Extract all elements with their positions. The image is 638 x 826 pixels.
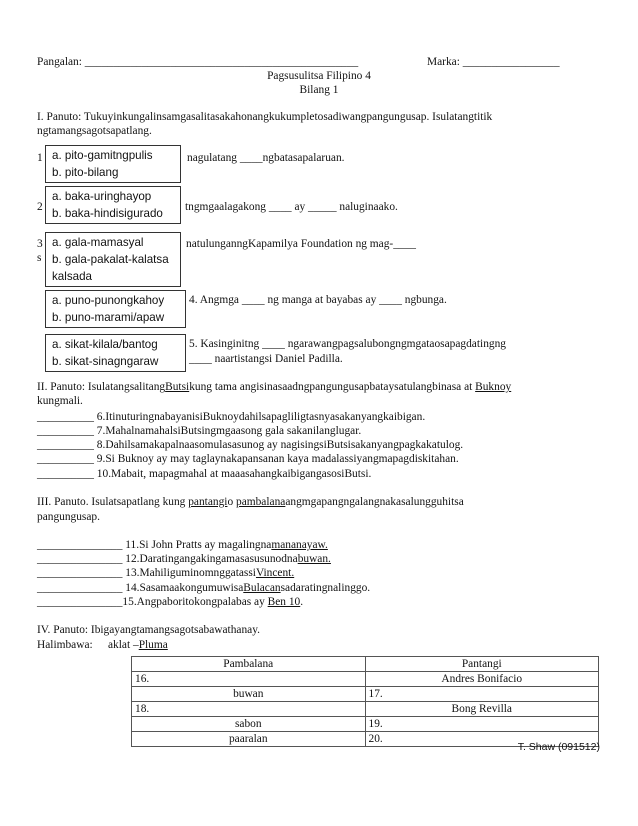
choice-box-3 (45, 232, 181, 287)
table-row (132, 687, 599, 702)
table-row (132, 672, 599, 687)
item-8: __________ 8.Dahilsamakapalnaasomulasasunog ay nagisingsiButsisakanyangpagkakatulog. (37, 439, 464, 451)
choice-b: b. baka-hindisigurado (52, 207, 163, 220)
choice-b: b. pito-bilang (52, 166, 119, 179)
choice-box-5 (45, 334, 186, 372)
part2-instruction-cont: kungmali. (37, 395, 83, 407)
table-cell: paaralan (132, 732, 366, 747)
author-credit: T. Shaw (091512) (517, 741, 600, 753)
item-13: _______________ 13.MahiliguminomnggatassiVincent. (37, 567, 295, 579)
item-3-fragment: s (37, 252, 42, 264)
choice-a: a. gala-mamasyal (52, 236, 144, 249)
choice-b: b. gala-pakalat-kalatsa (52, 253, 169, 266)
table-cell: Bong Revilla (365, 702, 599, 717)
item-3-number: 3 (37, 238, 43, 250)
choice-a: a. baka-uringhayop (52, 190, 152, 203)
part4-instruction: IV. Panuto: Ibigayangtamangsagotsabawathanay. (37, 624, 261, 636)
table-row (132, 702, 599, 717)
item-2-number: 2 (37, 201, 43, 213)
table-cell: 20. (365, 732, 599, 747)
item-10: __________ 10.Mabait, mapagmahal at maaasahangkaibigangasosiButsi. (37, 468, 372, 480)
example-label: Halimbawa: (37, 639, 93, 651)
document-title: Pagsusulitsa Filipino 4 (267, 70, 371, 82)
table-cell: Andres Bonifacio (365, 672, 599, 687)
example-text: aklat –Pluma (108, 639, 168, 651)
answer-table (131, 656, 599, 747)
part3-instruction-cont: pangungusap. (37, 511, 100, 523)
name-field-label: Pangalan: ________________________________________________ (37, 56, 359, 68)
document-subtitle: Bilang 1 (299, 84, 339, 96)
part3-instruction: III. Panuto. Isulatsapatlang kung pantangio pambalanaangmgapangngalangnakasalungguhitsa (37, 496, 464, 508)
item-15: _______________15.Angpaboritokongpalabas ay Ben 10. (37, 596, 304, 608)
item-7: __________ 7.MahalnamahalsiButsingmgaasong gala sakanilanglugar. (37, 425, 362, 437)
item-14: _______________ 14.SasamaakongumuwisaBulacansadaratingnalinggo. (37, 582, 371, 594)
table-row (132, 717, 599, 732)
item-11: _______________ 11.Si John Pratts ay magalingnamananayaw. (37, 539, 328, 551)
choice-a: a. puno-punongkahoy (52, 294, 165, 307)
choice-b: b. puno-marami/apaw (52, 311, 165, 324)
part1-instruction-cont: ngtamangsagotsapatlang. (37, 125, 152, 137)
choice-a: a. sikat-kilala/bantog (52, 338, 158, 351)
table-cell: 19. (365, 717, 599, 732)
part1-instruction: I. Panuto: Tukuyinkungalinsamgasalitasakahonangkukumpletosadiwangpangungusap. Isulatangtitik (37, 111, 493, 123)
table-cell: buwan (132, 687, 366, 702)
choice-box-2 (45, 186, 181, 224)
item-5-text-cont: ____ naartistangsi Daniel Padilla. (189, 353, 343, 365)
choice-a: a. pito-gamitngpulis (52, 149, 153, 162)
item-4-text: 4. Angmga ____ ng manga at bayabas ay ____ ngbunga. (189, 294, 447, 306)
choice-b-cont: kalsada (52, 270, 92, 283)
score-field-label: Marka: _________________ (427, 56, 560, 68)
item-6: __________ 6.ItinuturingnabayanisiBuknoydahilsapagliligtasnyasakanyangkaibigan. (37, 411, 426, 423)
table-cell: 16. (132, 672, 366, 687)
item-12: _______________ 12.Daratingangakingamasasusunodnabuwan. (37, 553, 331, 565)
item-1-number: 1 (37, 152, 43, 164)
choice-box-4 (45, 290, 186, 328)
item-2-text: tngmgaalagakong ____ ay _____ naluginaako. (185, 201, 398, 213)
table-cell: 17. (365, 687, 599, 702)
item-5-text: 5. Kasinginitng ____ ngarawangpagsalubongngmgataosapagdatingng (189, 338, 506, 350)
table-cell: sabon (132, 717, 366, 732)
item-3-text: natulunganngKapamilya Foundation ng mag-____ (186, 238, 416, 250)
table-header-pambalana: Pambalana (132, 657, 366, 672)
part2-instruction: II. Panuto: IsulatangsalitangButsikung tama angisinasaadngpangungusapbataysatulangbinasa at Buknoy (37, 381, 512, 393)
item-9: __________ 9.Si Buknoy ay may taglaynakapansanan kaya madalassiyangmapagdiskitahan. (37, 453, 459, 465)
table-header-pantangi: Pantangi (365, 657, 599, 672)
choice-b: b. sikat-sinagngaraw (52, 355, 159, 368)
table-header-row (132, 657, 599, 672)
item-1-text: nagulatang ____ngbatasapalaruan. (187, 152, 345, 164)
table-cell: 18. (132, 702, 366, 717)
choice-box-1 (45, 145, 181, 183)
